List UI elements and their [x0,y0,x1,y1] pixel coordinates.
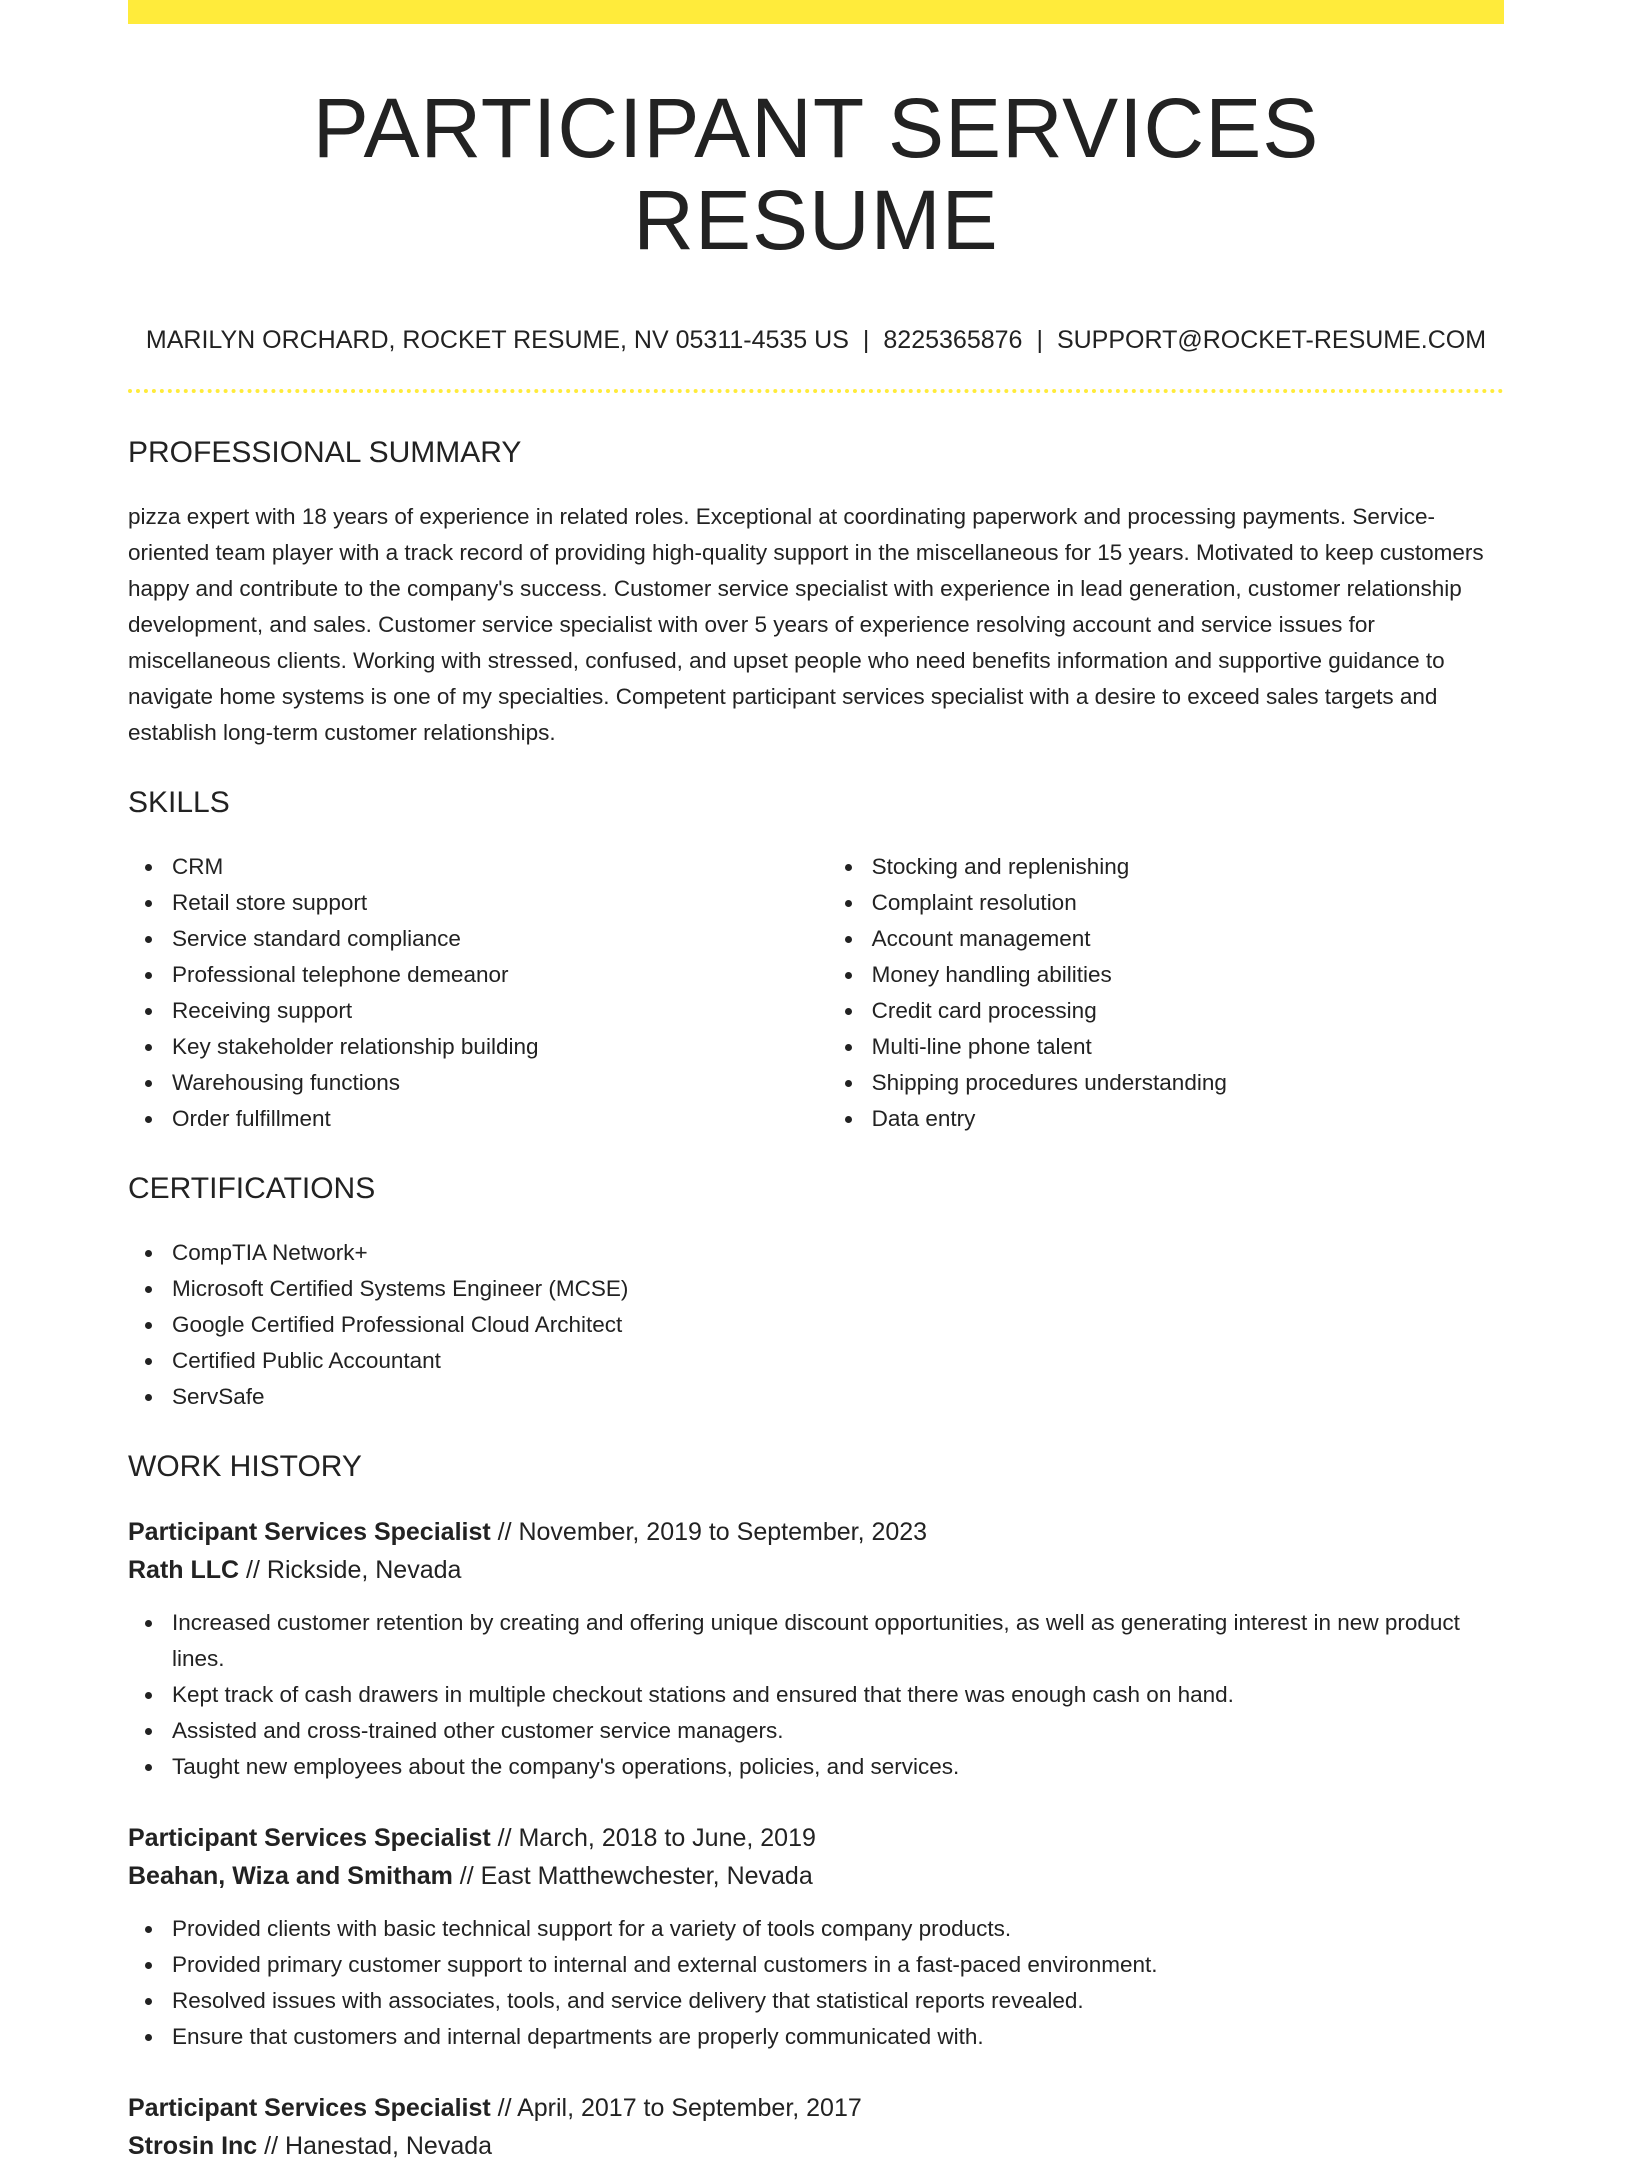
skill-item [172,993,828,1029]
resume-title: PARTICIPANT SERVICES RESUME [312,81,1320,268]
job-company-line [128,1551,1504,1589]
contact-email: SUPPORT@ROCKET-RESUME.COM [1056,325,1487,354]
skill-item [872,1029,1504,1065]
skill-label: Receiving support [172,997,353,1023]
skill-label: Order fulfillment [172,1105,331,1131]
bullet-icon [145,1728,152,1735]
bullet-icon [145,1620,152,1627]
skill-item [172,921,828,957]
certification-item [172,1307,1504,1343]
skill-label: Account management [871,925,1091,951]
certification-label: Certified Public Accountant [172,1347,441,1373]
certification-item [172,1271,1504,1307]
bullet-icon [845,1008,852,1015]
contact-phone: 8225365876 [883,325,1023,354]
skills-heading: SKILLS [128,785,230,819]
skill-label: Key stakeholder relationship building [172,1033,539,1059]
skill-item [872,1101,1504,1137]
bullet-icon [145,1286,152,1293]
bullet-icon [145,1998,152,2005]
skill-item [872,957,1504,993]
job-duty-text: Increased customer retention by creating and offering unique discount opportunities, as well as generating interest in new product lines. [172,1609,1460,1671]
certification-label: ServSafe [172,1383,265,1409]
job-location: // Rickside, Nevada [239,1555,462,1584]
contact-address: MARILYN ORCHARD, ROCKET RESUME, NV 05311-4535 US [145,325,849,354]
job-title-line [128,2089,1504,2127]
job-duty-item [172,1605,1504,1677]
bullet-icon [145,1044,152,1051]
skill-label: Multi-line phone talent [871,1033,1092,1059]
skill-label: Service standard compliance [172,925,461,951]
job-title-line [128,1513,1504,1551]
job-duty-item [172,2019,1504,2055]
bullet-icon [145,1962,152,1969]
skill-item [172,957,828,993]
skill-item [172,1029,828,1065]
job-company: Rath LLC [128,1555,240,1584]
job-location: // Hanestad, Nevada [257,2131,493,2160]
bullet-icon [145,936,152,943]
bullet-icon [145,1692,152,1699]
job-duty-item [172,1983,1504,2019]
contact-separator: | [862,325,870,354]
job-duty-text: Resolved issues with associates, tools, and service delivery that statistical reports revealed. [172,1987,1084,2013]
skills-grid [128,821,1504,1137]
bullet-icon [845,972,852,979]
job-entry [128,2089,1504,2165]
job-duty-text: Kept track of cash drawers in multiple checkout stations and ensured that there was enough cash on hand. [172,1681,1234,1707]
certification-label: Microsoft Certified Systems Engineer (MCSE) [172,1275,629,1301]
bullet-icon [845,900,852,907]
skill-item [172,1065,828,1101]
bullet-icon [145,1008,152,1015]
certification-item [172,1343,1504,1379]
skill-label: Credit card processing [871,997,1097,1023]
job-title: Participant Services Specialist [128,1823,491,1852]
job-company-line [128,1857,1504,1895]
bullet-icon [845,1080,852,1087]
certification-item [172,1379,1504,1415]
skill-label: Data entry [871,1105,976,1131]
job-title: Participant Services Specialist [128,2093,491,2122]
accent-top-bar [128,0,1504,24]
job-duty-item [172,1947,1504,1983]
bullet-icon [145,1250,152,1257]
certification-item [172,1235,1504,1271]
skills-list-right [828,849,1504,1137]
skill-item [172,849,828,885]
bullet-icon [145,864,152,871]
bullet-icon [145,1322,152,1329]
job-duty-item [172,1749,1504,1785]
skill-label: Shipping procedures understanding [871,1069,1227,1095]
job-dates: // November, 2019 to September, 2023 [490,1517,928,1546]
summary-text: pizza expert with 18 years of experience in related roles. Exceptional at coordinating paperwork and processing payments. Service-oriented team player with a track record of providing high-quality support in the miscellaneous for 15 years. Motivated to keep customers happy and contribute to the company's success. Customer service specialist with experience in lead generation, customer relationship development, and sales. Customer service specialist with over 5 years of experience resolving account and service issues for miscellaneous clients. Working with stressed, confused, and upset people who need benefits information and supportive guidance to navigate home systems is one of my specialties. Competent participant services specialist with a desire to exceed sales targets and establish long-term customer relationships. [128,503,1484,745]
job-entry [128,1819,1504,2055]
bullet-icon [145,1764,152,1771]
job-company: Beahan, Wiza and Smitham [128,1861,453,1890]
bullet-icon [845,1116,852,1123]
dotted-divider [128,389,1504,393]
skill-item [872,885,1504,921]
bullet-icon [845,936,852,943]
job-duties-list [128,1605,1504,1785]
bullet-icon [845,864,852,871]
job-duty-item [172,1677,1504,1713]
skill-label: Money handling abilities [871,961,1112,987]
skill-label: Stocking and replenishing [871,853,1130,879]
job-dates: // March, 2018 to June, 2019 [490,1823,816,1852]
skill-item [172,885,828,921]
contact-separator: | [1036,325,1043,354]
bullet-icon [145,1926,152,1933]
certifications-heading: CERTIFICATIONS [128,1171,376,1205]
bullet-icon [145,1116,152,1123]
work-history-heading: WORK HISTORY [128,1449,362,1483]
skill-label: Professional telephone demeanor [172,961,509,987]
bullet-icon [145,1080,152,1087]
job-duties-list [128,1911,1504,2055]
certification-label: CompTIA Network+ [172,1239,368,1265]
job-location: // East Matthewchester, Nevada [452,1861,813,1890]
skill-item [172,1101,828,1137]
job-company: Strosin Inc [128,2131,258,2160]
job-duty-text: Ensure that customers and internal departments are properly communicated with. [172,2023,984,2049]
job-duty-item [172,1911,1504,1947]
job-duty-text: Provided clients with basic technical support for a variety of tools company products. [172,1915,1012,1941]
skill-item [872,921,1504,957]
job-entry [128,1513,1504,1785]
skills-list-left [128,849,828,1137]
skill-label: CRM [172,853,224,879]
bullet-icon [845,1044,852,1051]
job-title-line [128,1819,1504,1857]
bullet-icon [145,2034,152,2041]
contact-line [128,325,1504,355]
job-duty-text: Assisted and cross-trained other customer service managers. [172,1717,784,1743]
skill-item [872,849,1504,885]
job-dates: // April, 2017 to September, 2017 [490,2093,862,2122]
bullet-icon [145,1394,152,1401]
job-duty-text: Provided primary customer support to internal and external customers in a fast-paced environment. [172,1951,1158,1977]
job-duty-text: Taught new employees about the company's operations, policies, and services. [172,1753,960,1779]
certification-label: Google Certified Professional Cloud Architect [172,1311,623,1337]
job-duty-item [172,1713,1504,1749]
skill-item [872,993,1504,1029]
skill-label: Warehousing functions [172,1069,401,1095]
skill-label: Retail store support [172,889,368,915]
skill-label: Complaint resolution [871,889,1077,915]
resume-page [128,0,1504,2165]
skill-item [872,1065,1504,1101]
bullet-icon [145,1358,152,1365]
job-title: Participant Services Specialist [128,1517,491,1546]
summary-heading: PROFESSIONAL SUMMARY [128,435,522,469]
certifications-list [128,1235,1504,1415]
bullet-icon [145,900,152,907]
job-company-line [128,2127,1504,2165]
bullet-icon [145,972,152,979]
